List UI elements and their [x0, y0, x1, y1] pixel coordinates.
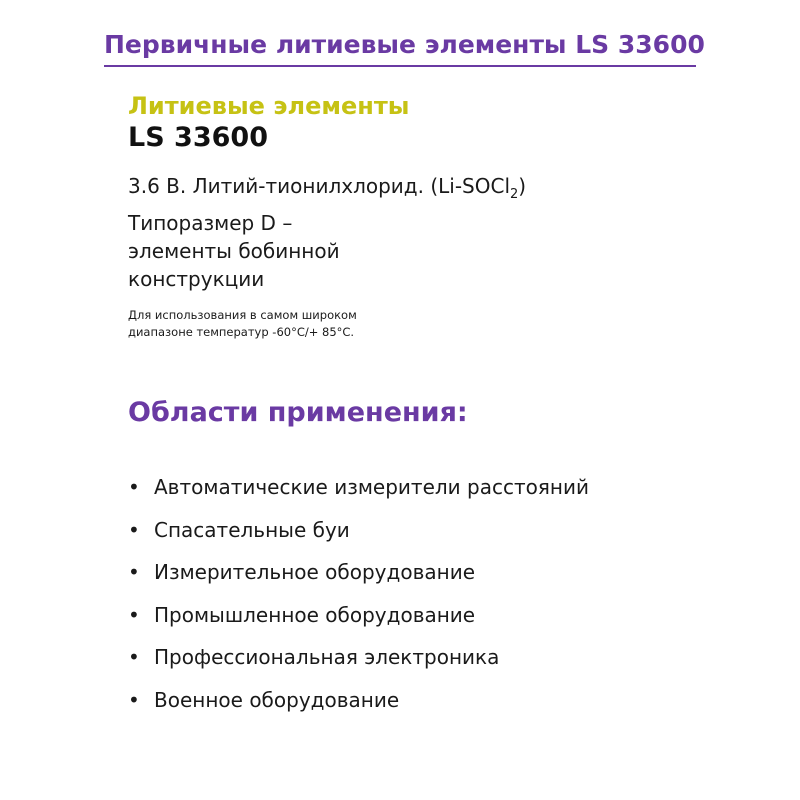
- applications-list: [128, 472, 589, 727]
- temperature-note: [128, 307, 357, 341]
- spec-line-chemistry: [128, 172, 526, 209]
- bullet-icon: •: [128, 645, 140, 669]
- header-divider: [104, 65, 696, 67]
- list-item-label: Профессиональная электроника: [154, 645, 500, 669]
- list-item: [128, 685, 589, 728]
- bullet-icon: •: [128, 602, 140, 627]
- product-subtitle: Литиевые элементы: [128, 92, 410, 120]
- spec-line-construction-2: конструкции: [128, 267, 265, 291]
- list-item-label: Спасательные буи: [154, 517, 350, 542]
- spec-description: [128, 172, 526, 293]
- list-item: [128, 600, 589, 643]
- list-item: [128, 557, 589, 600]
- bullet-icon: •: [128, 517, 140, 542]
- bullet-icon: •: [128, 687, 140, 712]
- list-item: [128, 472, 589, 515]
- spec-chemistry-text: 3.6 В. Литий-тионилхлорид. (Li-SOCl: [128, 174, 511, 198]
- list-item-label: Автоматические измерители расстояний: [154, 475, 589, 499]
- temperature-note-line-1: Для использования в самом широком: [128, 308, 357, 322]
- page-title: Первичные литиевые элементы LS 33600: [104, 30, 705, 59]
- product-model: LS 33600: [128, 122, 268, 153]
- spec-line-construction-1: элементы бобинной: [128, 239, 340, 263]
- list-item: [128, 515, 589, 558]
- bullet-icon: •: [128, 560, 140, 584]
- temperature-note-line-2: диапазоне температур -60°C/+ 85°C.: [128, 325, 355, 339]
- list-item: [128, 642, 589, 685]
- spec-chemistry-subscript: 2: [510, 187, 519, 202]
- list-item-label: Военное оборудование: [154, 687, 400, 712]
- list-item-label: Промышленное оборудование: [154, 602, 476, 627]
- list-item-label: Измерительное оборудование: [154, 560, 476, 584]
- spec-chemistry-close: ): [518, 174, 527, 198]
- applications-heading: Области применения:: [128, 397, 468, 428]
- spec-line-size: Типоразмер D –: [128, 211, 293, 235]
- bullet-icon: •: [128, 475, 140, 499]
